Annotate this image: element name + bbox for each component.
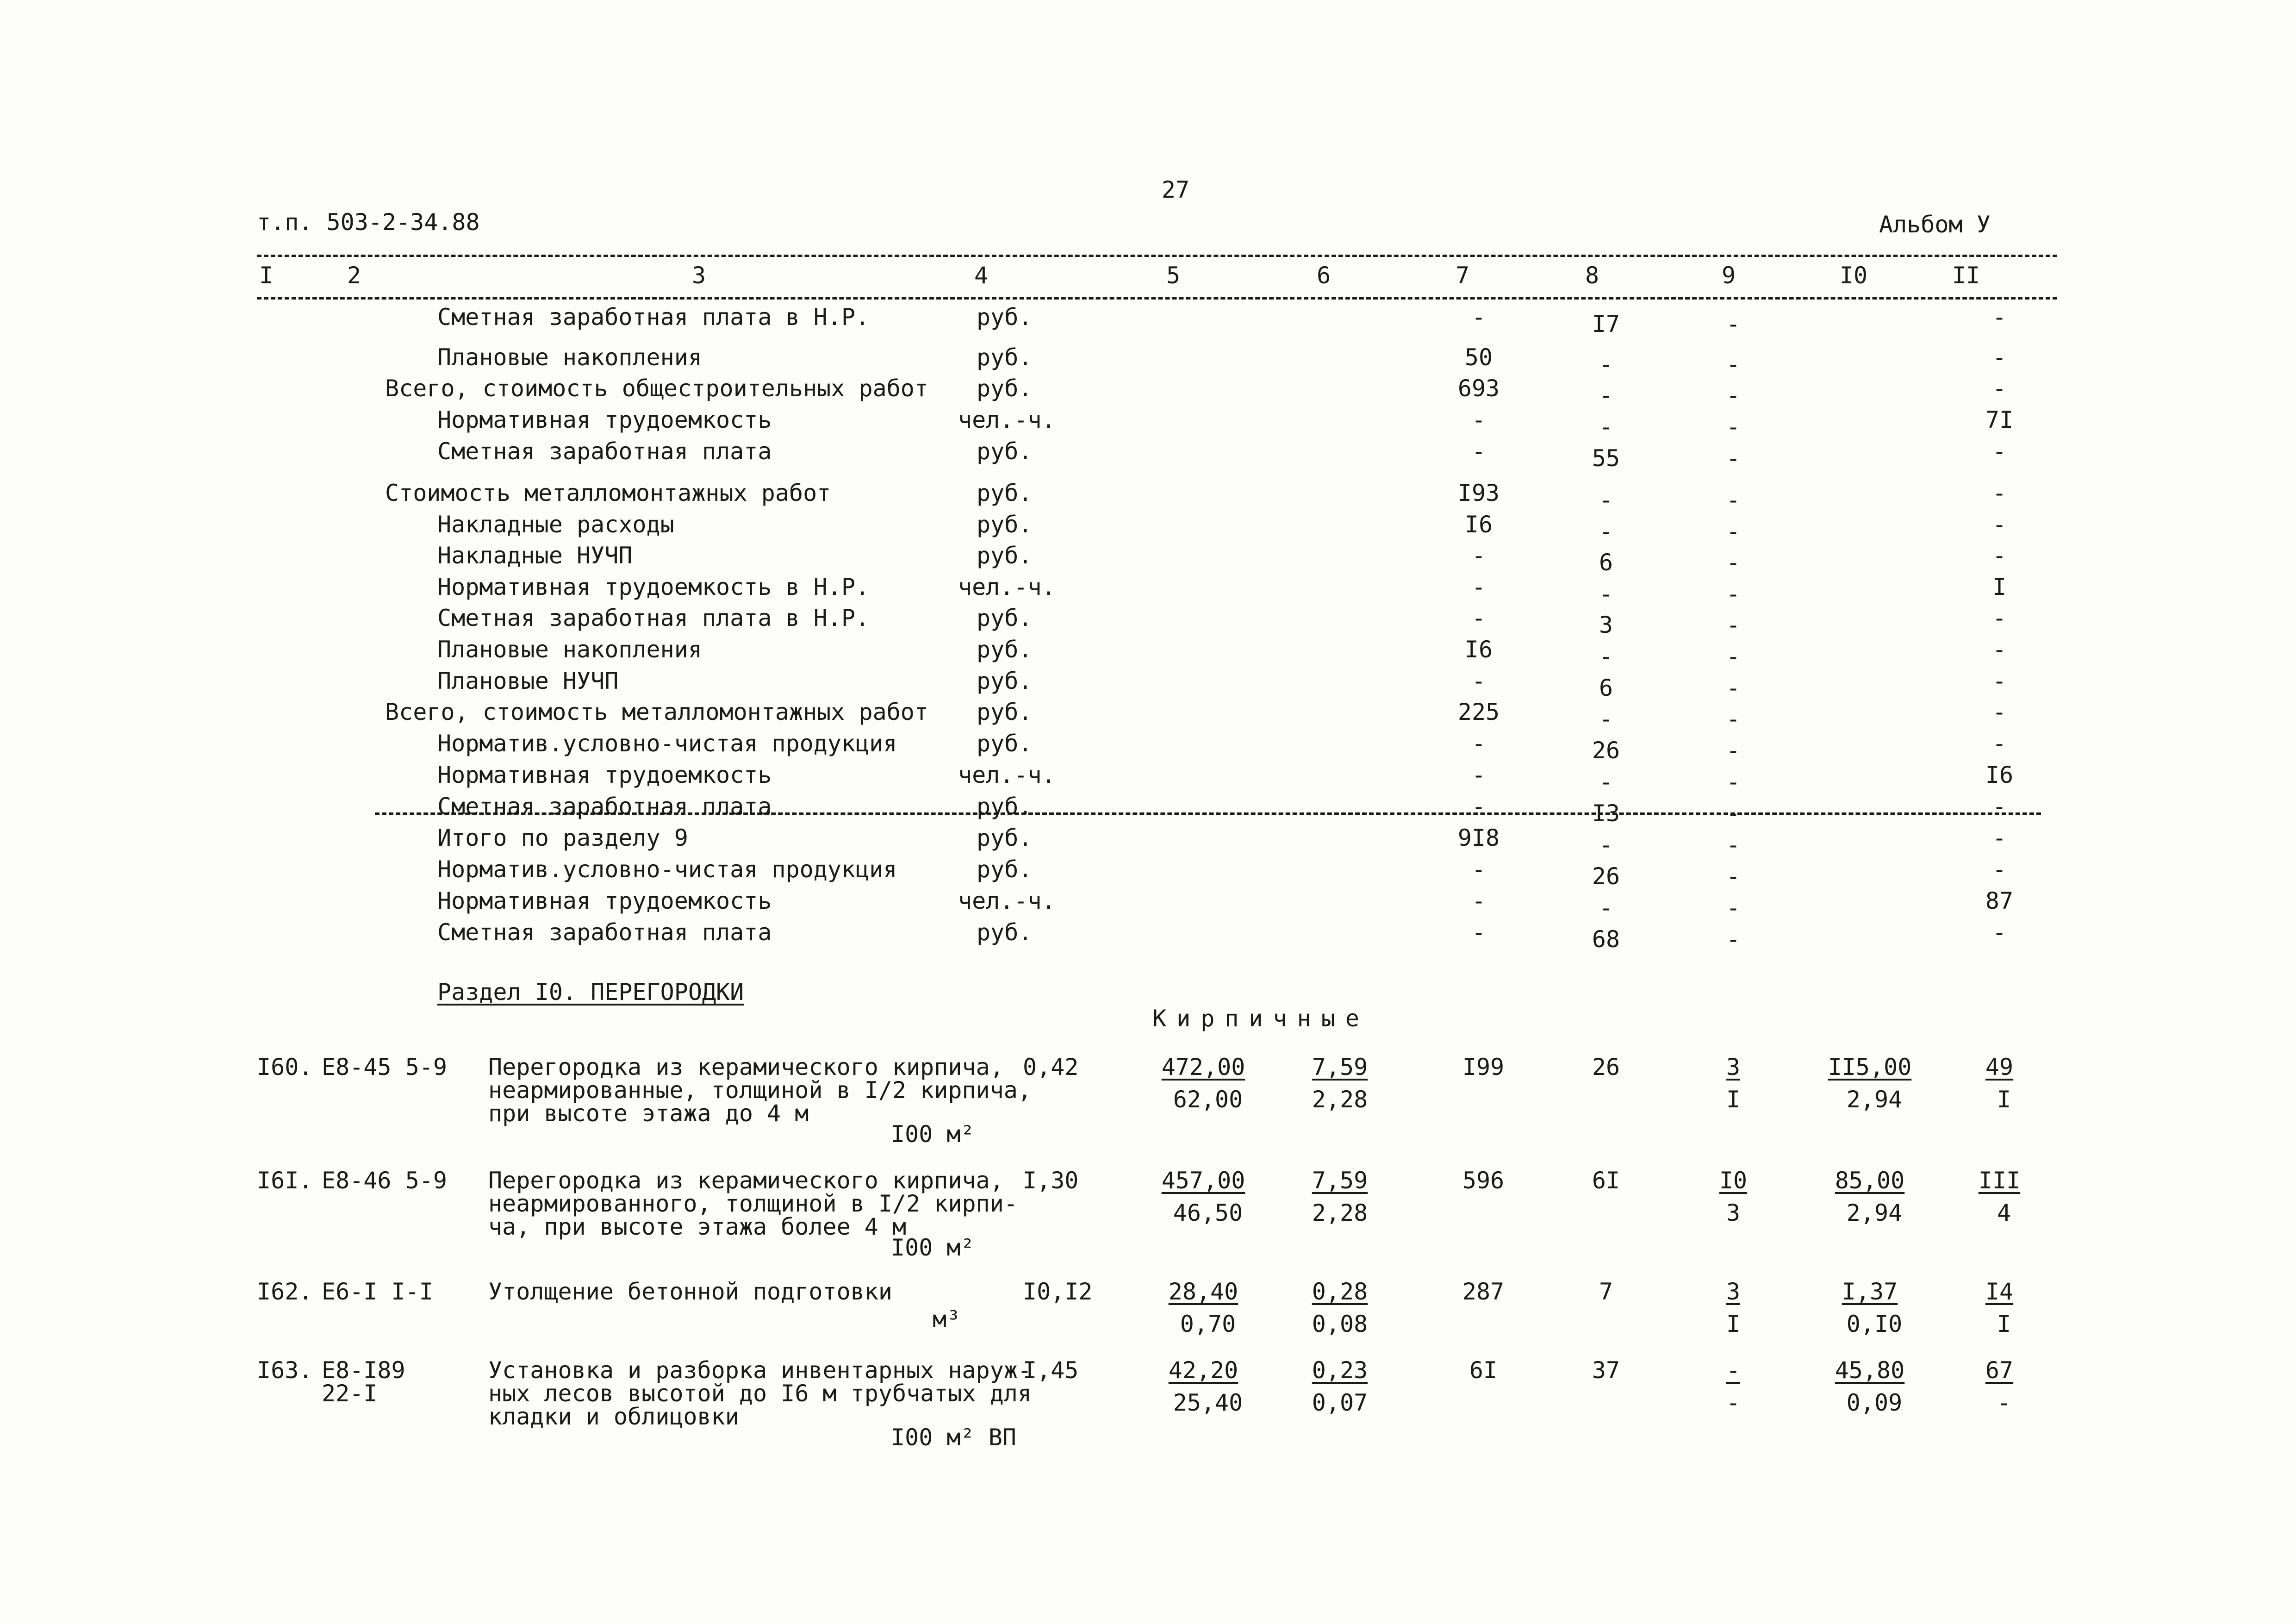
item-col10-top: II5,00 [1828, 1054, 1912, 1081]
item-col5-bottom: 62,00 [1173, 1086, 1243, 1113]
summary-col11: - [1992, 793, 2007, 820]
item-code: Е8-45 5-9 [322, 1054, 447, 1081]
summary-label: Сметная заработная плата [437, 793, 772, 820]
summary-col9: - [1726, 926, 1741, 953]
summary-col8: - [1599, 487, 1613, 513]
summary-col7: - [1471, 605, 1486, 631]
section-title: Раздел I0. ПЕРЕГОРОДКИ [437, 979, 744, 1006]
item-code-line2: 22-I [322, 1380, 378, 1407]
album-label: Альбом У [1879, 211, 1991, 238]
summary-col9: - [1726, 612, 1741, 638]
summary-unit: руб. [977, 856, 1033, 883]
item-quantity: I,45 [1023, 1357, 1079, 1384]
summary-col8: I3 [1592, 800, 1620, 827]
summary-col9: - [1726, 581, 1741, 607]
summary-unit: руб. [977, 542, 1033, 569]
item-col6-top: 0,28 [1312, 1278, 1368, 1305]
summary-col11: - [1992, 344, 2007, 371]
summary-unit: руб. [977, 480, 1033, 506]
item-code: Е6-I I-I [322, 1278, 433, 1305]
summary-col8: 3 [1599, 612, 1613, 638]
summary-label: Плановые НУЧП [437, 668, 619, 694]
item-col7: I99 [1462, 1054, 1505, 1081]
item-col10-bottom: 2,94 [1846, 1199, 1903, 1226]
item-description-line: Перегородка из керамического кирпича, [488, 1054, 1004, 1081]
summary-col7: - [1471, 406, 1486, 433]
summary-col7: - [1471, 793, 1486, 820]
summary-col8: 26 [1592, 863, 1620, 890]
summary-col11: - [1992, 304, 2007, 331]
summary-col11: I6 [1985, 762, 2014, 788]
item-description-line: неармированного, толщиной в I/2 кирпи- [488, 1190, 1018, 1217]
summary-col9: - [1726, 706, 1741, 732]
item-col11-bottom: 4 [1997, 1199, 2011, 1226]
item-col6-bottom: 2,28 [1312, 1086, 1368, 1113]
summary-unit: руб. [977, 304, 1033, 331]
item-col5-top: 472,00 [1161, 1054, 1245, 1081]
item-description-line: Перегородка из керамического кирпича, [488, 1167, 1004, 1194]
summary-label: Сметная заработная плата [437, 919, 772, 946]
summary-label: Норматив.условно-чистая продукция [437, 856, 897, 883]
summary-col9: - [1726, 487, 1741, 513]
item-unit: I00 м² [891, 1234, 975, 1261]
summary-col11: 7I [1985, 406, 2014, 433]
column-header-5: 5 [1166, 262, 1181, 289]
summary-unit: руб. [977, 344, 1033, 371]
summary-label: Нормативная трудоемкость в Н.Р. [437, 574, 870, 600]
summary-col8: 26 [1592, 737, 1620, 764]
item-col5-top: 42,20 [1168, 1357, 1238, 1384]
item-col5-bottom: 46,50 [1173, 1199, 1243, 1226]
summary-col9: - [1726, 800, 1741, 827]
summary-col11: - [1992, 668, 2007, 694]
summary-col7: - [1471, 438, 1486, 465]
item-quantity: I,30 [1023, 1167, 1079, 1194]
summary-col7: - [1471, 762, 1486, 788]
summary-col11: I [1992, 574, 2007, 600]
item-col10-top: 85,00 [1835, 1167, 1905, 1194]
summary-col8: - [1599, 413, 1613, 440]
summary-col7: I6 [1464, 511, 1493, 538]
item-col11-top: 67 [1985, 1357, 2014, 1384]
item-number: I6I. [257, 1167, 313, 1194]
item-description-line: ных лесов высотой до I6 м трубчатых для [488, 1380, 1032, 1407]
item-col9-bottom: - [1726, 1389, 1741, 1416]
item-col10-bottom: 0,09 [1846, 1389, 1903, 1416]
summary-col7: 693 [1457, 375, 1500, 402]
summary-label: Накладные НУЧП [437, 542, 633, 569]
summary-col7: - [1471, 856, 1486, 883]
summary-col9: - [1726, 382, 1741, 409]
summary-col9: - [1726, 549, 1741, 576]
column-header-2: 2 [347, 262, 361, 289]
summary-col11: - [1992, 730, 2007, 757]
item-col10-bottom: 2,94 [1846, 1086, 1903, 1113]
summary-col8: I7 [1592, 311, 1620, 337]
summary-col11: - [1992, 542, 2007, 569]
summary-col8: - [1599, 643, 1613, 670]
summary-col7: - [1471, 542, 1486, 569]
summary-col8: - [1599, 831, 1613, 858]
summary-col7: I6 [1464, 636, 1493, 663]
item-col9-top: 3 [1726, 1278, 1741, 1305]
summary-col9: - [1726, 894, 1741, 921]
item-col11-top: I4 [1985, 1278, 2014, 1305]
item-col11-top: III [1978, 1167, 2021, 1194]
item-col6-bottom: 0,07 [1312, 1389, 1368, 1416]
item-unit: м³ [933, 1306, 961, 1333]
item-description-line: ча, при высоте этажа более 4 м [488, 1213, 907, 1240]
doc-code: т.п. 503-2-34.88 [257, 209, 480, 236]
summary-col9: - [1726, 768, 1741, 795]
summary-col8: - [1599, 706, 1613, 732]
summary-col9: - [1726, 518, 1741, 545]
column-header-7: 7 [1455, 262, 1470, 289]
item-col5-bottom: 25,40 [1173, 1389, 1243, 1416]
summary-col9: - [1726, 737, 1741, 764]
column-header-1: I [259, 262, 274, 289]
item-col7: 6I [1469, 1357, 1498, 1384]
summary-col8: - [1599, 518, 1613, 545]
item-col5-top: 457,00 [1161, 1167, 1245, 1194]
summary-unit: руб. [977, 438, 1033, 465]
summary-unit: руб. [977, 699, 1033, 725]
summary-col11: 87 [1985, 887, 2014, 914]
item-description-line: Установка и разборка инвентарных наруж- [488, 1357, 1032, 1384]
item-col8: 26 [1592, 1054, 1620, 1081]
summary-col11: - [1992, 480, 2007, 506]
summary-col8: 6 [1599, 549, 1613, 576]
item-col11-bottom: I [1997, 1086, 2011, 1113]
item-col5-bottom: 0,70 [1180, 1311, 1236, 1337]
summary-col9: - [1726, 863, 1741, 890]
item-number: I60. [257, 1054, 313, 1081]
item-col10-top: I,37 [1842, 1278, 1898, 1305]
item-col8: 7 [1599, 1278, 1613, 1305]
item-col9-bottom: I [1726, 1086, 1741, 1113]
summary-label: Плановые накопления [437, 636, 702, 663]
summary-col8: 6 [1599, 675, 1613, 701]
summary-col11: - [1992, 919, 2007, 946]
summary-unit: руб. [977, 636, 1033, 663]
item-description-line: при высоте этажа до 4 м [488, 1100, 809, 1127]
item-col11-bottom: - [1997, 1389, 2011, 1416]
summary-col8: - [1599, 894, 1613, 921]
item-col9-top: 3 [1726, 1054, 1741, 1081]
summary-label: Стоимость металломонтажных работ [385, 480, 831, 506]
summary-col7: - [1471, 574, 1486, 600]
item-code: Е8-46 5-9 [322, 1167, 447, 1194]
summary-unit: руб. [977, 605, 1033, 631]
summary-col8: - [1599, 351, 1613, 378]
summary-col7: - [1471, 887, 1486, 914]
item-col11-bottom: I [1997, 1311, 2011, 1337]
summary-col7: I93 [1457, 480, 1500, 506]
summary-col11: - [1992, 511, 2007, 538]
column-header-4: 4 [974, 262, 989, 289]
item-col8: 6I [1592, 1167, 1620, 1194]
summary-unit: чел.-ч. [958, 887, 1056, 914]
column-header-9: 9 [1721, 262, 1736, 289]
summary-col7: - [1471, 668, 1486, 694]
item-col9-top: - [1726, 1357, 1741, 1384]
page-number: 27 [1161, 176, 1190, 203]
summary-col9: - [1726, 643, 1741, 670]
item-unit: I00 м² ВП [891, 1424, 1016, 1451]
item-number: I62. [257, 1278, 313, 1305]
summary-label: Нормативная трудоемкость [437, 762, 772, 788]
summary-unit: чел.-ч. [958, 406, 1056, 433]
item-number: I63. [257, 1357, 313, 1384]
summary-col9: - [1726, 445, 1741, 472]
summary-label: Плановые накопления [437, 344, 702, 371]
summary-unit: руб. [977, 375, 1033, 402]
item-col6-top: 0,23 [1312, 1357, 1368, 1384]
column-header-6: 6 [1316, 262, 1331, 289]
summary-col7: 9I8 [1457, 824, 1500, 851]
item-col11-top: 49 [1985, 1054, 2014, 1081]
item-col6-top: 7,59 [1312, 1054, 1368, 1081]
summary-col7: - [1471, 919, 1486, 946]
subsection-title: Кирпичные [1152, 1005, 1369, 1032]
summary-col11: - [1992, 856, 2007, 883]
summary-label: Нормативная трудоемкость [437, 887, 772, 914]
item-code: Е8-I89 [322, 1357, 405, 1384]
summary-col9: - [1726, 675, 1741, 701]
header-rule-top [257, 255, 2057, 257]
summary-col8: 55 [1592, 445, 1620, 472]
summary-unit: руб. [977, 824, 1033, 851]
summary-col9: - [1726, 413, 1741, 440]
summary-label: Сметная заработная плата в Н.Р. [437, 605, 870, 631]
item-col9-bottom: I [1726, 1311, 1741, 1337]
summary-label: Норматив.условно-чистая продукция [437, 730, 897, 757]
summary-col11: - [1992, 699, 2007, 725]
item-unit: I00 м² [891, 1121, 975, 1148]
item-col7: 287 [1462, 1278, 1505, 1305]
summary-label: Всего, стоимость общестроительных работ [385, 375, 928, 402]
summary-label: Сметная заработная плата в Н.Р. [437, 304, 870, 331]
summary-col8: - [1599, 382, 1613, 409]
item-quantity: 0,42 [1023, 1054, 1079, 1081]
item-col6-bottom: 0,08 [1312, 1311, 1368, 1337]
summary-col11: - [1992, 824, 2007, 851]
column-header-3: 3 [691, 262, 706, 289]
column-header-10: I0 [1839, 262, 1868, 289]
summary-label: Сметная заработная плата [437, 438, 772, 465]
summary-col11: - [1992, 605, 2007, 631]
header-rule-bottom [257, 297, 2057, 300]
item-col10-bottom: 0,I0 [1846, 1311, 1903, 1337]
summary-col7: - [1471, 730, 1486, 757]
summary-col7: - [1471, 304, 1486, 331]
summary-label: Накладные расходы [437, 511, 674, 538]
item-col7: 596 [1462, 1167, 1505, 1194]
summary-col8: - [1599, 768, 1613, 795]
summary-col11: - [1992, 636, 2007, 663]
summary-col9: - [1726, 351, 1741, 378]
summary-col7: 225 [1457, 699, 1500, 725]
item-quantity: I0,I2 [1023, 1278, 1093, 1305]
summary-unit: чел.-ч. [958, 762, 1056, 788]
summary-unit: руб. [977, 793, 1033, 820]
item-col6-top: 7,59 [1312, 1167, 1368, 1194]
summary-unit: руб. [977, 919, 1033, 946]
item-col5-top: 28,40 [1168, 1278, 1238, 1305]
item-description-line: кладки и облицовки [488, 1403, 739, 1430]
summary-unit: чел.-ч. [958, 574, 1056, 600]
summary-col11: - [1992, 438, 2007, 465]
summary-label: Нормативная трудоемкость [437, 406, 772, 433]
summary-col8: - [1599, 581, 1613, 607]
summary-label: Итого по разделу 9 [437, 824, 688, 851]
item-col6-bottom: 2,28 [1312, 1199, 1368, 1226]
summary-col11: - [1992, 375, 2007, 402]
column-header-8: 8 [1585, 262, 1599, 289]
item-col8: 37 [1592, 1357, 1620, 1384]
summary-col8: 68 [1592, 926, 1620, 953]
item-col9-bottom: 3 [1726, 1199, 1741, 1226]
summary-unit: руб. [977, 511, 1033, 538]
summary-col7: 50 [1464, 344, 1493, 371]
item-description-line: Утолщение бетонной подготовки [488, 1278, 892, 1305]
item-col9-top: I0 [1719, 1167, 1748, 1194]
item-col10-top: 45,80 [1835, 1357, 1905, 1384]
summary-unit: руб. [977, 730, 1033, 757]
summary-label: Всего, стоимость металломонтажных работ [385, 699, 928, 725]
item-description-line: неармированные, толщиной в I/2 кирпича, [488, 1077, 1032, 1104]
summary-divider [375, 812, 2041, 815]
column-header-11: II [1952, 262, 1980, 289]
summary-col9: - [1726, 311, 1741, 337]
summary-unit: руб. [977, 668, 1033, 694]
summary-col9: - [1726, 831, 1741, 858]
